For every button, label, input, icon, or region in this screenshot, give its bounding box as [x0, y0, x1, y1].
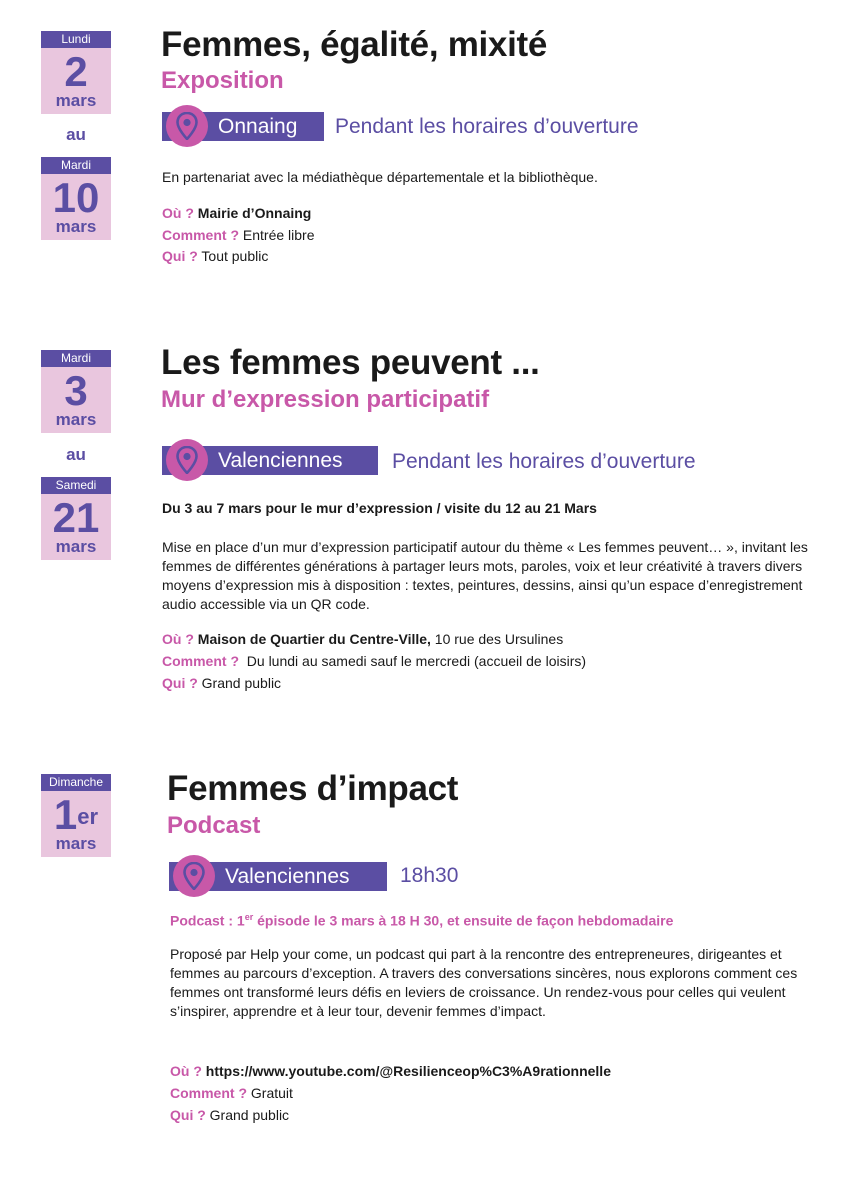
who-value: Grand public [209, 1107, 290, 1123]
location-name: Onnaing [218, 115, 298, 138]
location-name: Valenciennes [218, 449, 343, 472]
how-value: Entrée libre [242, 227, 315, 243]
how-value: Du lundi au samedi sauf le mercredi (accueil de loisirs) [242, 653, 587, 669]
event-subtitle: Podcast [167, 812, 261, 839]
how-row [162, 225, 314, 247]
how-row [162, 651, 586, 673]
where-label: Où ? [162, 205, 194, 221]
who-row [162, 673, 281, 695]
where-row [162, 629, 563, 651]
location-tag [162, 112, 324, 141]
where-row [162, 203, 311, 225]
location-name: Valenciennes [225, 865, 350, 888]
date-number: 21 [52, 494, 100, 541]
where-label: Où ? [170, 1063, 202, 1079]
date-end-box [41, 477, 111, 560]
date-number: 2 [64, 48, 88, 95]
date-month: mars [55, 537, 97, 556]
location-tag [162, 446, 378, 475]
event-time: Pendant les horaires d’ouverture [392, 450, 696, 473]
date-start-box [41, 31, 111, 114]
date-connector: au [66, 125, 86, 144]
how-label: Comment ? [162, 653, 239, 669]
event-title: Femmes d’impact [167, 769, 459, 808]
where-row [170, 1061, 611, 1083]
where-value: Mairie d’Onnaing [197, 205, 312, 221]
how-value: Gratuit [250, 1085, 293, 1101]
date-number: 1er [53, 791, 99, 838]
date-start-box [41, 350, 111, 433]
who-value: Tout public [201, 248, 269, 264]
date-month: mars [55, 91, 97, 110]
event-description: Proposé par Help your come, un podcast qui part à la rencontre des entrepreneures, dirigeantes et femmes au parcours d’exception. A travers des conversations sincères, nous explorons comment ces femmes ont transformé leurs défis en leviers de croissance. Un rendez-vous pour celles qui veulent s’inspirer, apprendre et à leur tour, devenir femmes d’impact. [170, 946, 798, 1019]
date-day: Dimanche [41, 774, 111, 791]
date-day: Lundi [41, 31, 111, 48]
where-address: 10 rue des Ursulines [430, 631, 564, 647]
date-number: 10 [52, 174, 100, 221]
who-label: Qui ? [162, 248, 198, 264]
event-dates-highlight: Du 3 au 7 mars pour le mur d’expression / visite du 12 au 21 Mars [162, 500, 597, 516]
event-subtitle: Mur d’expression participatif [161, 386, 490, 413]
map-pin-icon [173, 855, 215, 897]
who-label: Qui ? [162, 675, 198, 691]
map-pin-icon [166, 439, 208, 481]
date-day: Mardi [41, 157, 111, 174]
podcast-schedule: Podcast : 1er épisode le 3 mars à 18 H 30, et ensuite de façon hebdomadaire [170, 912, 674, 929]
map-pin-icon [166, 105, 208, 147]
event-subtitle: Exposition [161, 67, 284, 94]
event-time: Pendant les horaires d’ouverture [335, 115, 639, 138]
who-value: Grand public [201, 675, 282, 691]
date-connector: au [66, 445, 86, 464]
how-row [170, 1083, 293, 1105]
date-end-box [41, 157, 111, 240]
how-label: Comment ? [162, 227, 239, 243]
event-title: Femmes, égalité, mixité [161, 25, 548, 64]
how-label: Comment ? [170, 1085, 247, 1101]
location-tag [169, 862, 387, 891]
date-day: Samedi [41, 477, 111, 494]
date-box [41, 774, 111, 857]
date-month: mars [55, 410, 97, 429]
date-day: Mardi [41, 350, 111, 367]
podcast-label: Podcast : [170, 912, 237, 929]
youtube-link[interactable]: https://www.youtube.com/@Resilienceop%C3%A9rationnelle [205, 1063, 611, 1079]
event-description: Mise en place d’un mur d’expression participatif autour du thème « Les femmes peuvent… », invitant les femmes de différentes générations à partager leurs mots, paroles, voix et leur créativité à travers divers moyens d’expression mis à disposition : textes, peintures, dessins, ainsi qu’un espace d’enregistrement audio accessible via un QR code. [162, 539, 808, 612]
who-row [170, 1105, 289, 1127]
who-label: Qui ? [170, 1107, 206, 1123]
date-month: mars [55, 217, 97, 236]
event-time: 18h30 [400, 864, 459, 887]
date-number: 3 [64, 367, 88, 414]
who-row [162, 246, 268, 268]
event-title: Les femmes peuvent ... [161, 343, 540, 382]
where-label: Où ? [162, 631, 194, 647]
event-description: En partenariat avec la médiathèque départementale et la bibliothèque. [162, 169, 598, 185]
date-month: mars [55, 834, 97, 853]
where-value: Maison de Quartier du Centre-Ville, [197, 631, 431, 647]
